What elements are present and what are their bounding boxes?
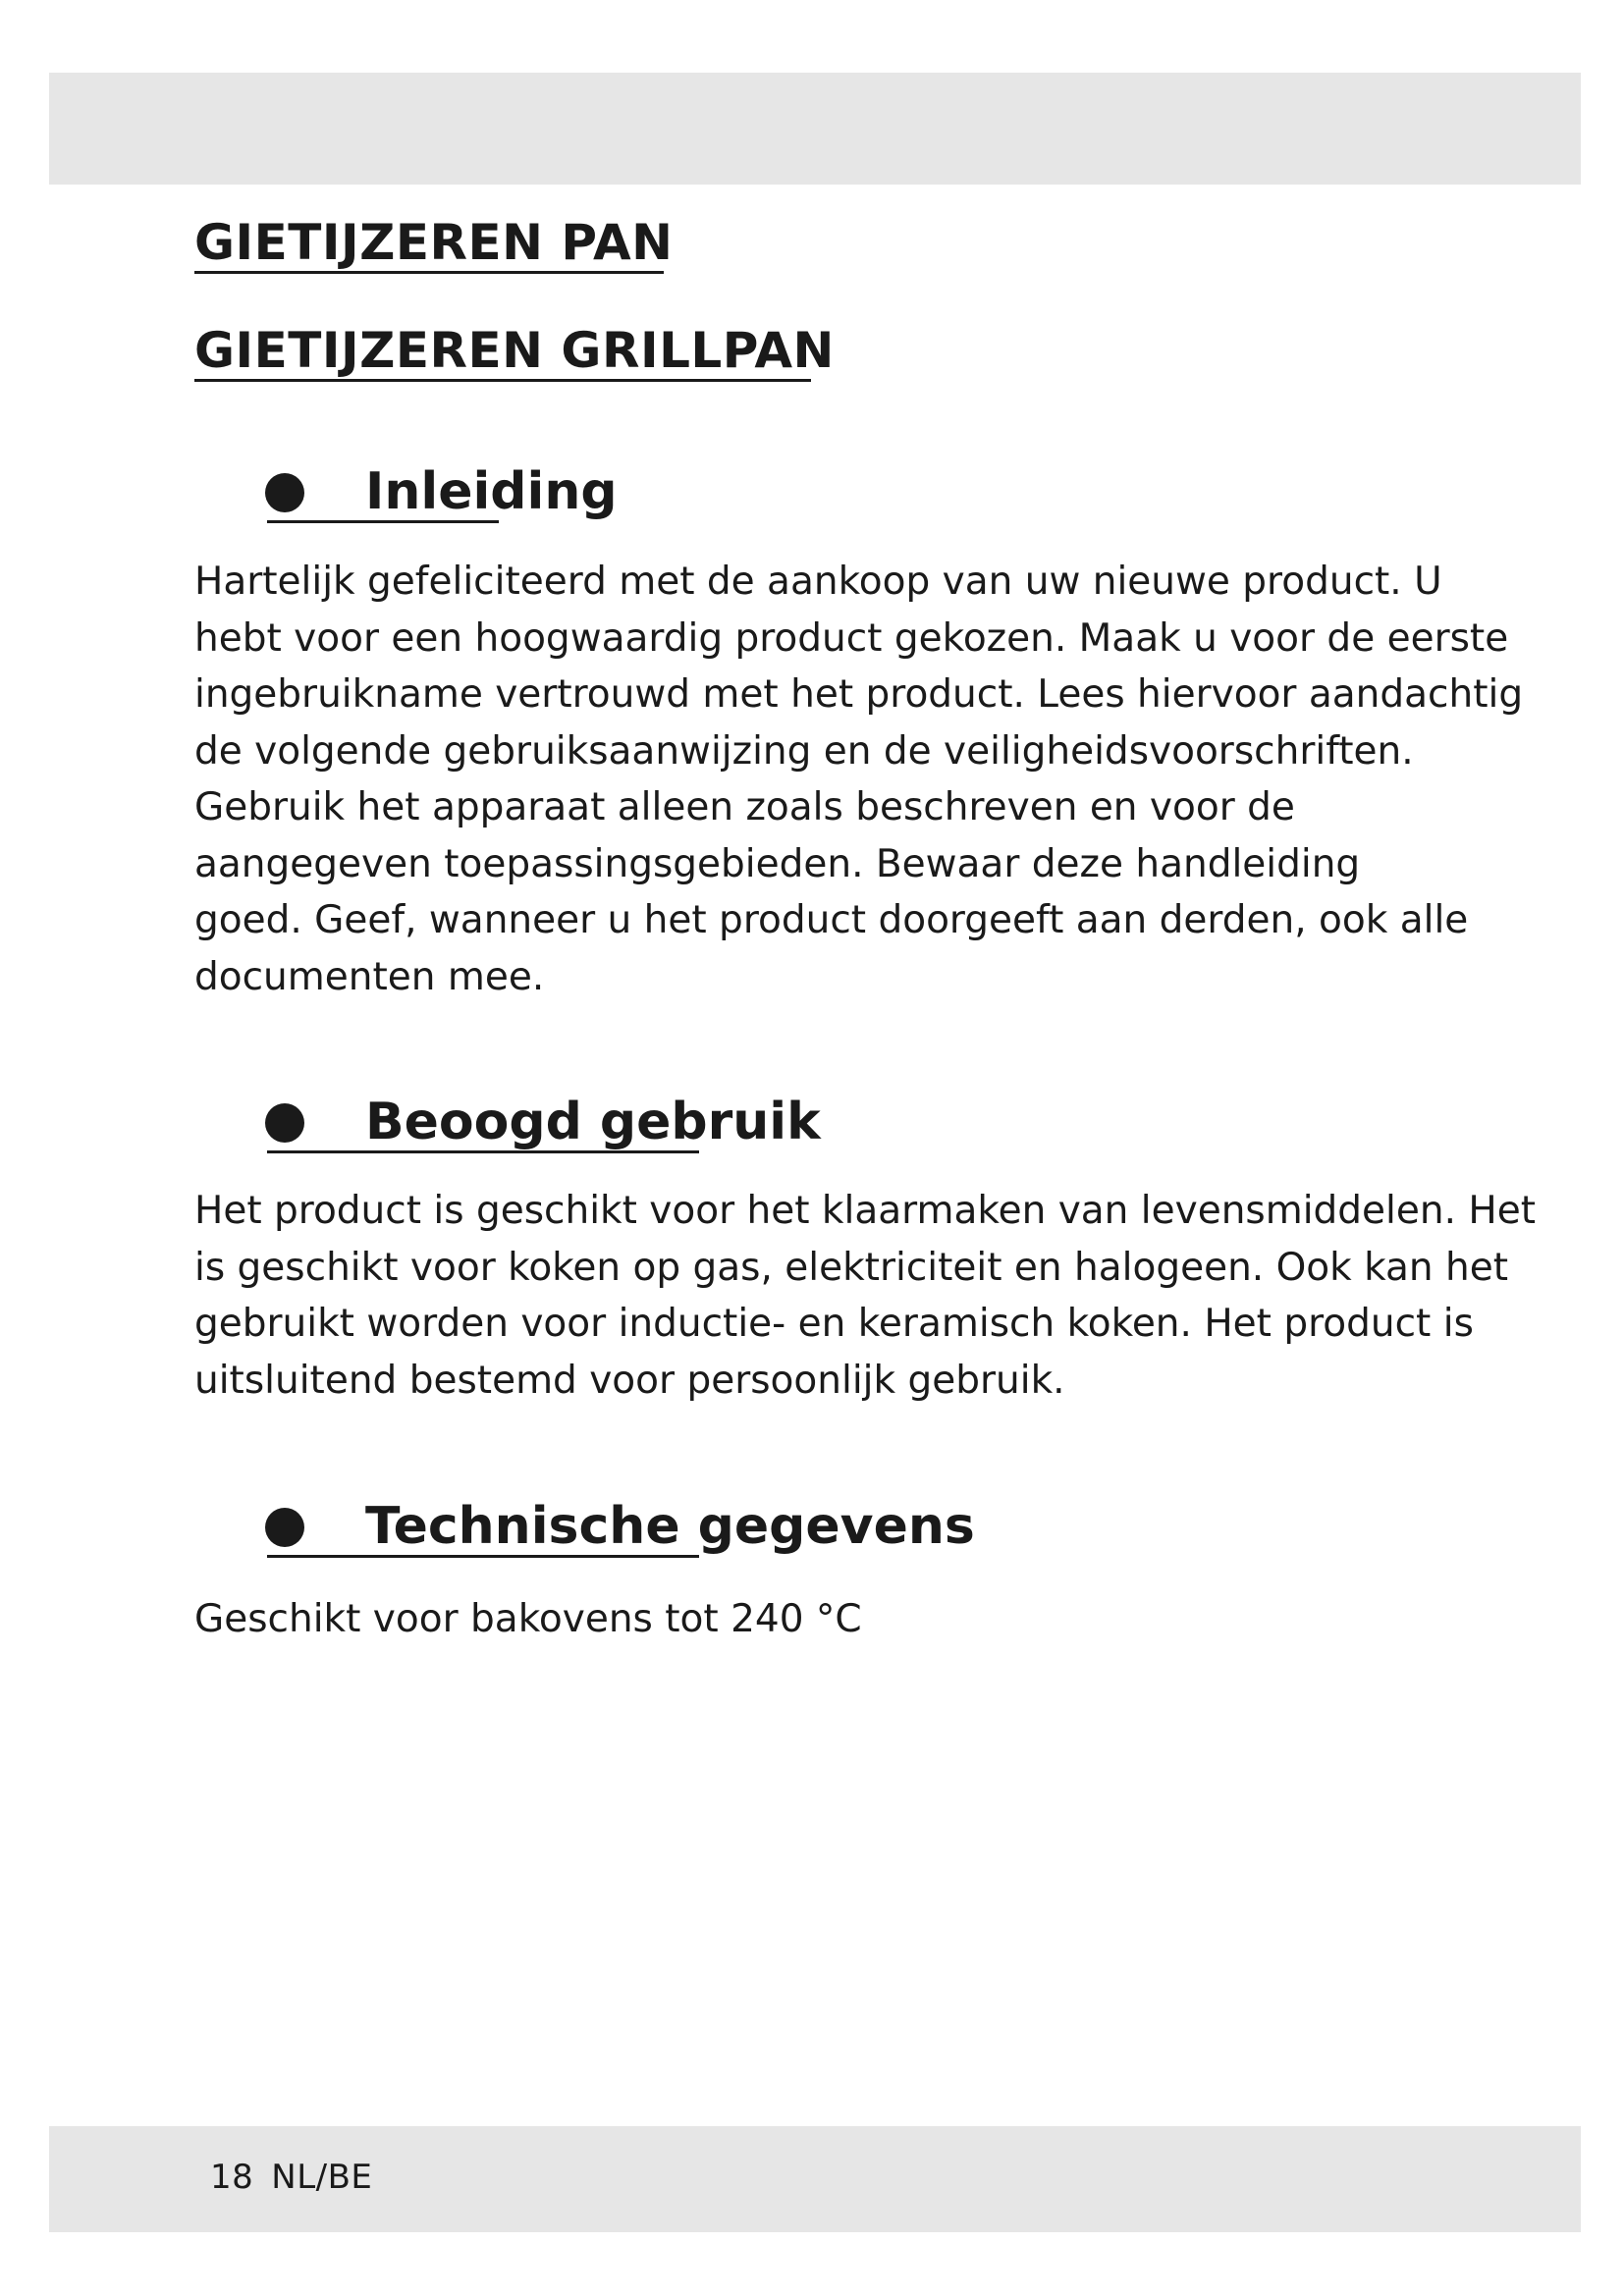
body-line: is geschikt voor koken op gas, elektriciteit en halogeen. Ook kan het [194, 1245, 1509, 1290]
body-line: aangegeven toepassingsgebieden. Bewaar deze handleiding [194, 841, 1361, 886]
section-title: Technische gegevens [365, 1497, 975, 1556]
section-title: Inleiding [365, 462, 618, 521]
body-line: documenten mee. [194, 954, 545, 999]
bullet-icon [265, 473, 304, 512]
section-body-technische-gegevens [194, 1591, 862, 1648]
body-line: uitsluitend bestemd voor persoonlijk gebruik. [194, 1358, 1065, 1403]
header-band [49, 73, 1581, 185]
document-title: GIETIJZEREN PAN [194, 214, 674, 271]
body-line: Hartelijk gefeliciteerd met de aankoop van uw nieuwe product. U [194, 560, 1442, 604]
body-line: hebt voor een hoogwaardig product gekozen. Maak u voor de eerste [194, 615, 1509, 661]
body-line: Geschikt voor bakovens tot 240 °C [194, 1597, 862, 1641]
section-body-beoogd-gebruik [194, 1183, 1536, 1409]
section-title: Beoogd gebruik [365, 1093, 821, 1151]
bullet-icon [265, 1103, 304, 1143]
bullet-icon [265, 1508, 304, 1547]
title-underline [194, 271, 664, 274]
subtitle-underline [194, 379, 811, 382]
body-line: de volgende gebruiksaanwijzing en de veiligheidsvoorschriften. [194, 728, 1414, 774]
body-line: ingebruikname vertrouwd met het product. Lees hiervoor aandachtig [194, 672, 1524, 717]
body-line: Het product is geschikt voor het klaarmaken van levensmiddelen. Het [194, 1189, 1537, 1233]
document-subtitle: GIETIJZEREN GRILLPAN [194, 322, 835, 379]
body-line: goed. Geef, wanneer u het product doorgeeft aan derden, ook alle [194, 898, 1469, 942]
locale-label: NL/BE [271, 2158, 373, 2197]
body-line: Gebruik het apparaat alleen zoals beschreven en voor de [194, 785, 1295, 829]
section-body-inleiding [194, 554, 1523, 1005]
page-number: 18 [210, 2158, 254, 2197]
page-footer [210, 2158, 372, 2197]
body-line: gebruikt worden voor inductie- en keramisch koken. Het product is [194, 1302, 1474, 1346]
